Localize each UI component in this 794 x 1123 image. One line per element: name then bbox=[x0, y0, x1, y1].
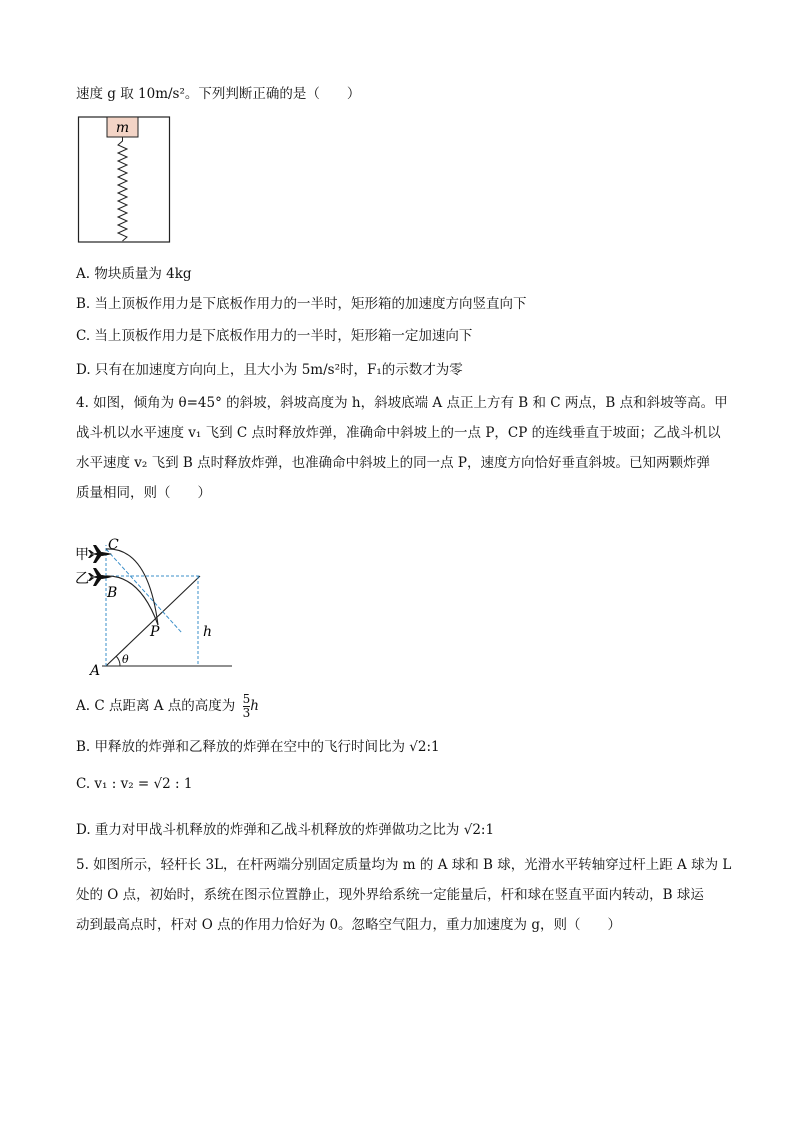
q4-stem-line: 水平速度 v₂ 飞到 B 点时释放炸弹，也准确命中斜坡上的同一点 P，速度方向恰好垂直斜坡。已知两颗炸弹 bbox=[76, 455, 710, 471]
q4-option-d: D. 重力对甲战斗机释放的炸弹和乙战斗机释放的炸弹做功之比为 √2:1 bbox=[76, 822, 495, 838]
q4-stem-line: 质量相同，则（ ） bbox=[76, 485, 211, 501]
q4-option-c: C. v₁ : v₂ = √2 : 1 bbox=[76, 776, 193, 792]
q4-stem-line: 4. 如图，倾角为 θ=45° 的斜坡，斜坡高度为 h，斜坡底端 A 点正上方有 B 和 C 两点，B 点和斜坡等高。甲 bbox=[76, 395, 728, 411]
label-jia: 甲 bbox=[75, 547, 89, 563]
label-a: A bbox=[90, 663, 101, 679]
slope-line bbox=[106, 576, 200, 666]
fraction-numerator: 5 bbox=[242, 692, 251, 706]
mass-label: m bbox=[115, 120, 130, 136]
q5-stem-line: 5. 如图所示，轻杆长 3L，在杆两端分别固定质量均为 m 的 A 球和 B 球，光滑水平转轴穿过杆上距 A 球为 L bbox=[76, 857, 732, 873]
jet-icon bbox=[88, 568, 112, 586]
q4-stem bbox=[76, 388, 736, 508]
label-yi: 乙 bbox=[75, 571, 89, 587]
fraction-variable: h bbox=[250, 698, 259, 714]
fraction-denominator: 3 bbox=[242, 706, 251, 720]
q5-stem-line: 处的 O 点，初始时，系统在图示位置静止，现外界给系统一定能量后，杆和球在竖直平面内转动，B 球运 bbox=[76, 887, 704, 903]
label-b: B bbox=[107, 585, 118, 601]
q4-slope-figure bbox=[70, 535, 240, 679]
q3-option-b: B. 当上顶板作用力是下底板作用力的一半时，矩形箱的加速度方向竖直向下 bbox=[76, 296, 527, 312]
q3-intro: 速度 g 取 10m/s²。下列判断正确的是（ ） bbox=[76, 86, 361, 102]
q3-option-c: C. 当上顶板作用力是下底板作用力的一半时，矩形箱一定加速向下 bbox=[76, 328, 473, 344]
label-c: C bbox=[108, 537, 119, 553]
q3-spring-box-figure bbox=[78, 116, 178, 246]
q5-stem-line: 动到最高点时，杆对 O 点的作用力恰好为 0。忽略空气阻力，重力加速度为 g，则（ ） bbox=[76, 917, 621, 933]
q3-option-a: A. 物块质量为 4kg bbox=[76, 266, 192, 282]
q3-option-d: D. 只有在加速度方向向上，且大小为 5m/s²时，F₁的示数才为零 bbox=[76, 362, 463, 378]
q4-option-a-text: A. C 点距离 A 点的高度为 bbox=[76, 698, 236, 714]
q4-stem-line: 战斗机以水平速度 v₁ 飞到 C 点时释放炸弹，准确命中斜坡上的一点 P，CP 的连线垂直于坡面；乙战斗机以 bbox=[76, 425, 721, 441]
q4-option-b: B. 甲释放的炸弹和乙释放的炸弹在空中的飞行时间比为 √2:1 bbox=[76, 739, 440, 755]
q5-stem bbox=[76, 850, 736, 940]
theta-arc bbox=[116, 656, 120, 666]
label-p: P bbox=[150, 624, 160, 640]
label-h: h bbox=[203, 624, 213, 640]
q4-option-a bbox=[76, 693, 259, 720]
label-theta: θ bbox=[122, 653, 129, 666]
cp-dashed-line bbox=[106, 549, 182, 633]
spring bbox=[118, 137, 127, 241]
